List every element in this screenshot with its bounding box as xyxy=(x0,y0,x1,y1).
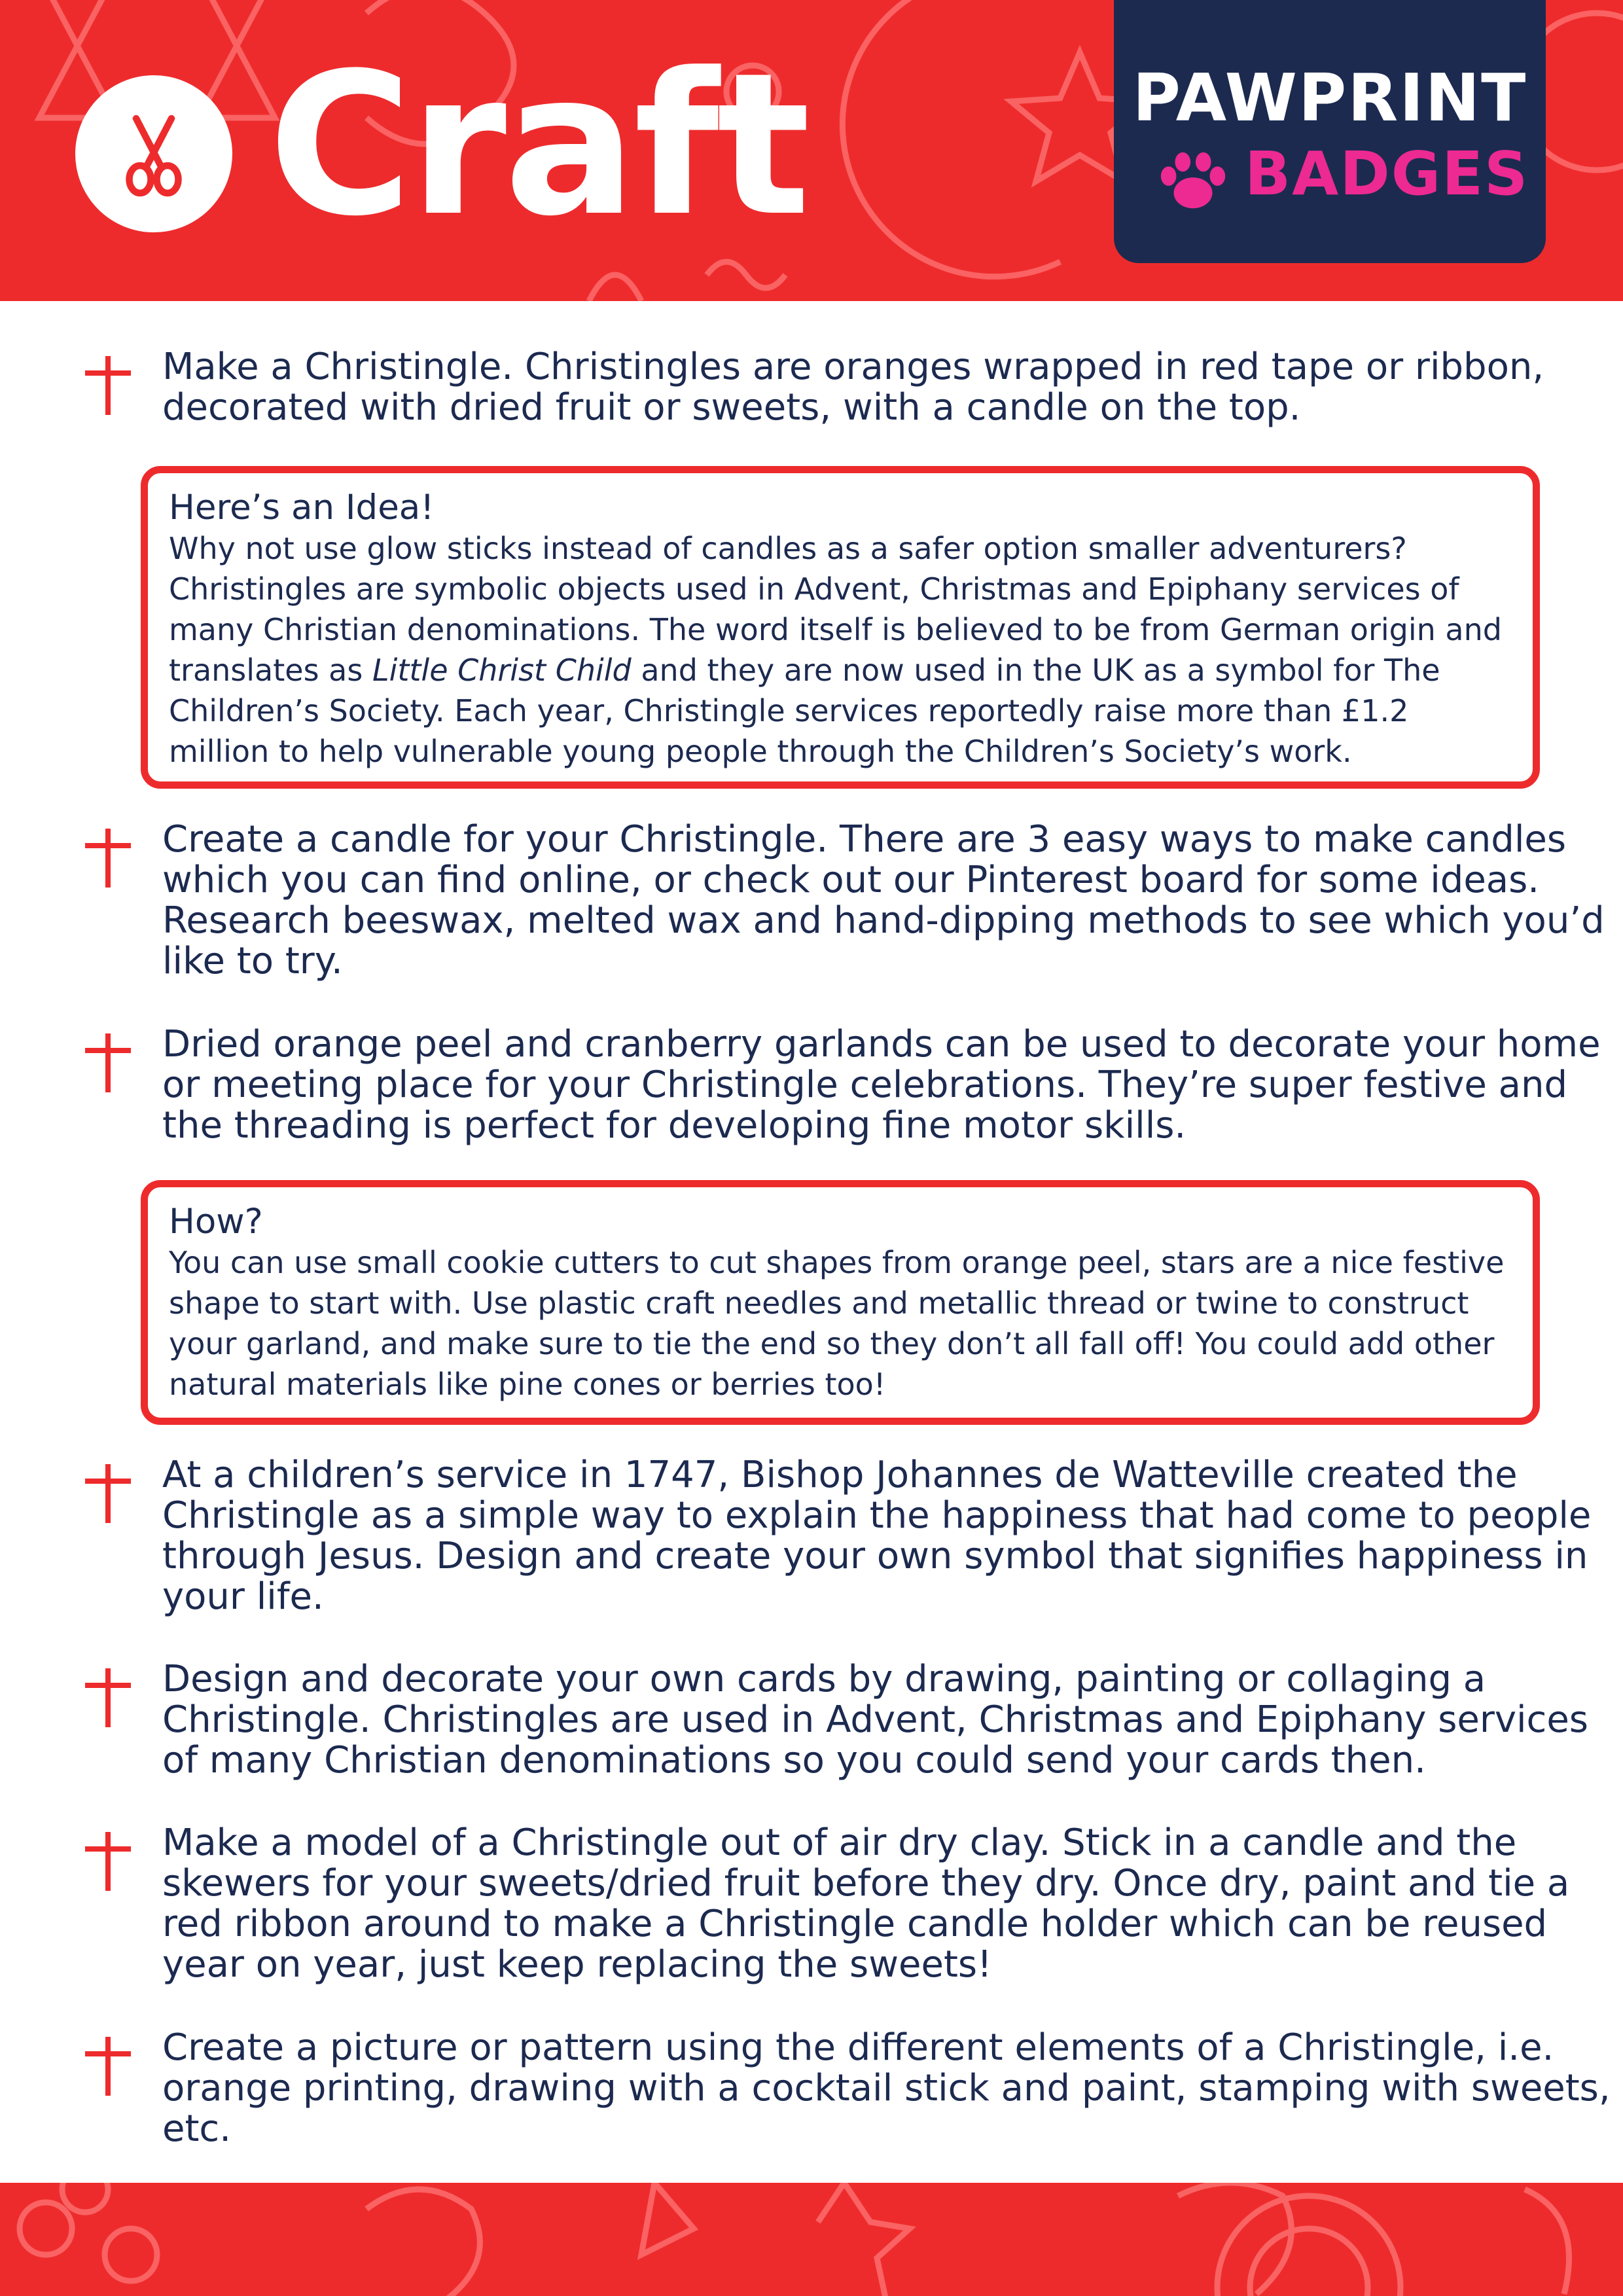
logo-line1: PAWPRINT xyxy=(1132,60,1527,136)
cross-icon xyxy=(85,1668,131,1727)
list-item-text: Dried orange peel and cranberry garlands can be used to decorate your home or meeting place for your Christingle celebrations. They’re super festive and the threading is perfect for developing fine motor skills. xyxy=(162,1023,1601,1147)
cross-icon xyxy=(85,1033,131,1092)
how-box xyxy=(141,1180,1540,1425)
idea-box-title: Here’s an Idea! xyxy=(169,488,435,528)
cross-icon xyxy=(85,356,131,415)
list-item-text: At a children’s service in 1747, Bishop Johannes de Watteville created the Christingle as a simple way to explain the happiness that had come to people through Jesus. Design and create your own symbol that signifies happiness in your life. xyxy=(162,1454,1592,1618)
idea-box xyxy=(141,466,1540,789)
festive-pattern-decoration xyxy=(0,2183,1623,2296)
cross-icon xyxy=(85,1464,131,1523)
list-item-text: Create a candle for your Christingle. There are 3 easy ways to make candles which you can find online, or check out our Pinterest board for some ideas. Research beeswax, melted wax and hand-dipping methods to see which you’d like to try. xyxy=(162,818,1605,982)
paw-icon xyxy=(1154,147,1232,213)
footer-banner xyxy=(0,2183,1623,2296)
cross-icon xyxy=(85,829,131,888)
cross-icon xyxy=(85,1832,131,1891)
logo-line2: BADGES xyxy=(1245,139,1529,209)
how-box-title: How? xyxy=(169,1202,263,1242)
list-item-text: Create a picture or pattern using the different elements of a Christingle, i.e. orange printing, drawing with a cocktail stick and paint, stamping with sweets, etc. xyxy=(162,2026,1611,2150)
scissors-icon xyxy=(75,75,232,232)
list-item-text: Make a Christingle. Christingles are oranges wrapped in red tape or ribbon, decorated with dried fruit or sweets, with a candle on the top. xyxy=(162,346,1544,429)
idea-box-italic: Little Christ Child xyxy=(372,653,632,688)
list-item-text: Make a model of a Christingle out of air dry clay. Stick in a candle and the skewers for your sweets/dried fruit before they dry. Once dry, paint and tie a red ribbon around to make a Christingle candle holder which can be reused year on year, just keep replacing the sweets! xyxy=(162,1821,1570,1986)
idea-box-body: Why not use glow sticks instead of candles as a safer option smaller adventurers? Christingles are symbolic objects used in Advent, Christmas and Epiphany services of many Christian denominations. The word itself is believed to be from German origin and translates as Little Christ Child and they are now used in the UK as a symbol for The Children’s Society. Each year, Christingle services reportedly raise more than £1.2 million to help vulnerable young people through the Children’s Society’s work. xyxy=(169,531,1502,769)
cross-icon xyxy=(85,2037,131,2096)
page-title: Craft xyxy=(268,31,808,259)
how-box-body: You can use small cookie cutters to cut shapes from orange peel, stars are a nice festive shape to start with. Use plastic craft needles and metallic thread or twine to construct your garland, and make sure to tie the end so they don’t all fall off! You could add other natural materials like pine cones or berries too! xyxy=(169,1245,1505,1402)
list-item-text: Design and decorate your own cards by drawing, painting or collaging a Christingle. Christingles are used in Advent, Christmas and Epiphany services of many Christian denominations so you could send your cards then. xyxy=(162,1658,1588,1782)
header-banner xyxy=(0,0,1623,301)
pawprint-badges-logo xyxy=(1114,0,1546,263)
